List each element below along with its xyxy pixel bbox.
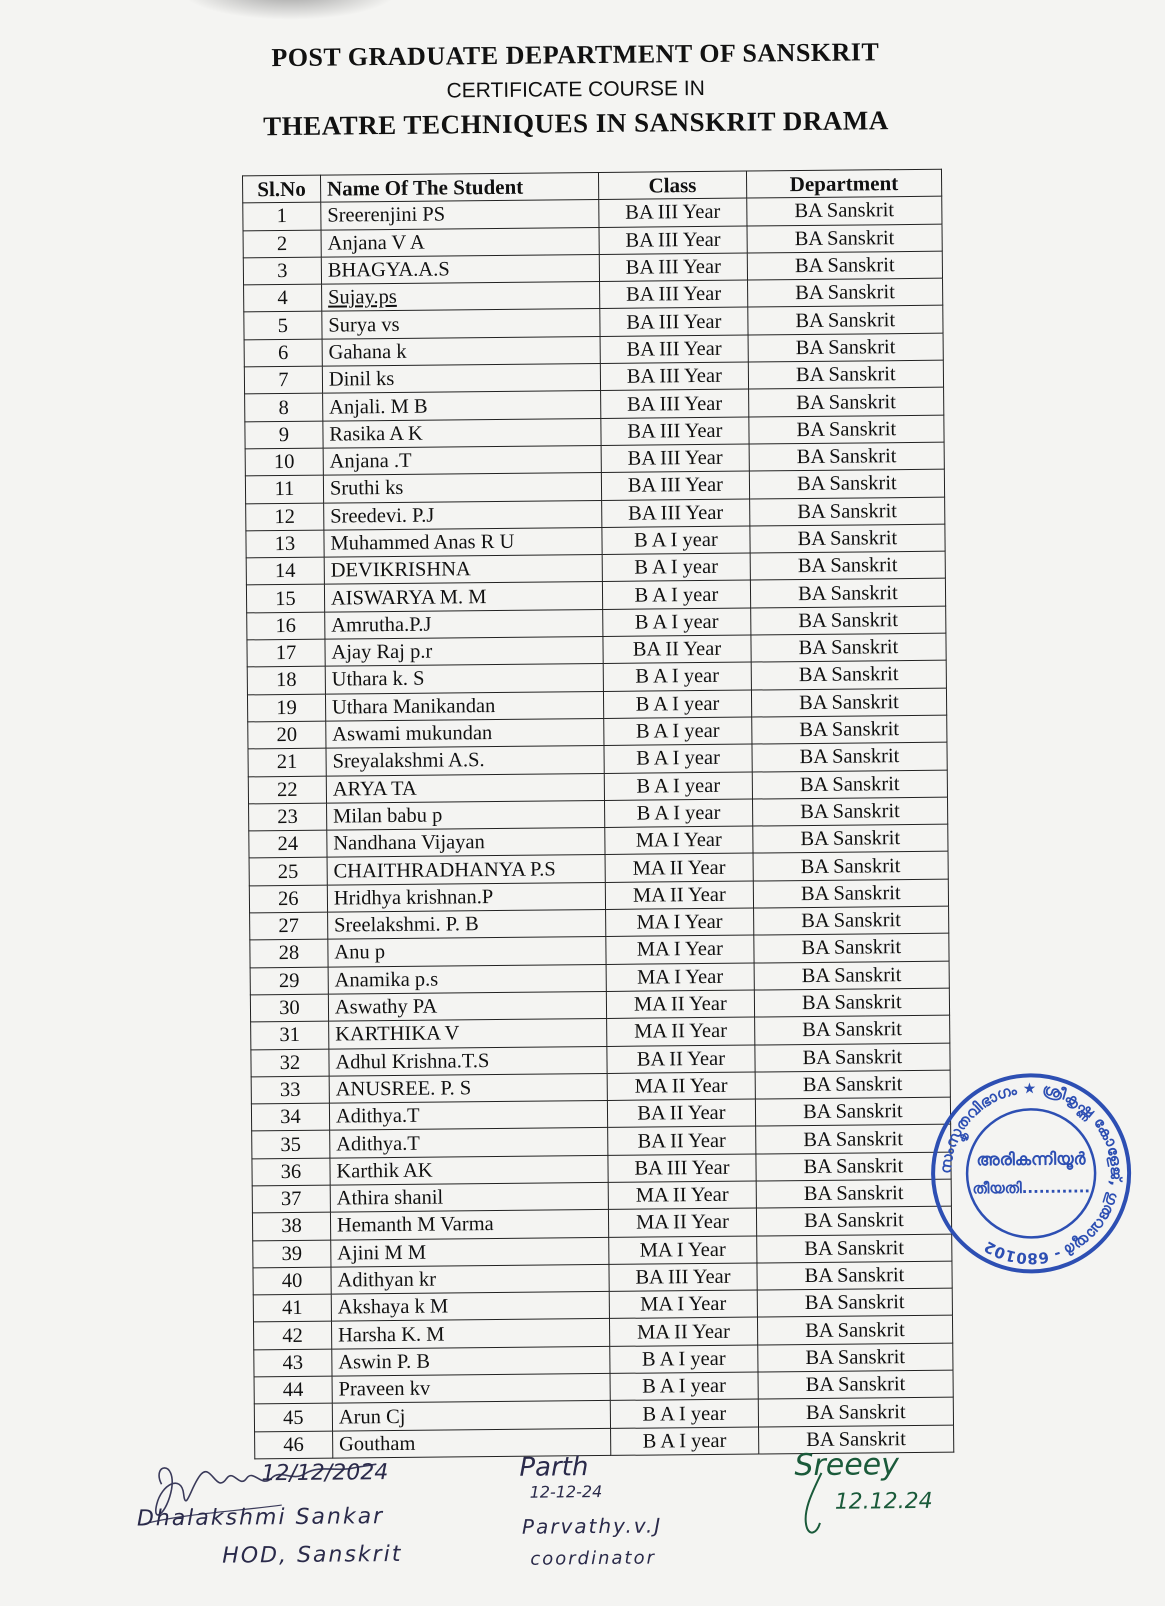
- cell-name: KARTHIKA V: [329, 1019, 607, 1049]
- cell-class: MA II Year: [607, 1072, 755, 1101]
- cell-name: Sujay.ps: [321, 282, 599, 312]
- cell-department: BA Sanskrit: [754, 961, 950, 990]
- cell-name: Hridhya krishnan.P: [327, 882, 605, 912]
- cell-department: BA Sanskrit: [758, 1425, 954, 1454]
- cell-slno: 42: [253, 1322, 331, 1350]
- cell-department: BA Sanskrit: [751, 661, 947, 690]
- cell-name: Praveen kv: [332, 1373, 610, 1403]
- cell-name: Sreelakshmi. P. B: [327, 909, 605, 939]
- cell-class: MA II Year: [608, 1208, 756, 1237]
- cell-class: BA II Year: [608, 1126, 756, 1155]
- cell-slno: 27: [250, 912, 328, 940]
- cell-class: BA III Year: [601, 389, 749, 418]
- cell-slno: 45: [254, 1403, 332, 1431]
- cell-class: BA II Year: [607, 1099, 755, 1128]
- cell-name: ARYA TA: [326, 773, 604, 803]
- cell-department: BA Sanskrit: [756, 1234, 952, 1263]
- hod-name: Dhalakshmi Sankar: [136, 1504, 385, 1532]
- cell-slno: 9: [245, 421, 323, 449]
- cell-slno: 26: [249, 885, 327, 913]
- cell-slno: 43: [254, 1349, 332, 1377]
- cell-name: Akshaya k M: [331, 1292, 609, 1322]
- cell-name: Aswami mukundan: [326, 718, 604, 748]
- cell-name: Uthara Manikandan: [325, 691, 603, 721]
- cell-class: MA I Year: [606, 963, 754, 992]
- coordinator-name: Parvathy.v.J: [521, 1513, 663, 1539]
- cell-department: BA Sanskrit: [755, 1070, 951, 1099]
- cell-name: Hemanth M Varma: [330, 1210, 608, 1240]
- cell-slno: 11: [245, 475, 323, 503]
- cell-class: MA II Year: [607, 1017, 755, 1046]
- cell-slno: 19: [247, 694, 325, 722]
- cell-name: Amrutha.P.J: [325, 609, 603, 639]
- cell-slno: 34: [251, 1103, 329, 1131]
- cell-name: Uthara k. S: [325, 664, 603, 694]
- cell-department: BA Sanskrit: [748, 306, 944, 335]
- cell-class: BA III Year: [600, 308, 748, 337]
- cell-class: MA I Year: [609, 1236, 757, 1265]
- cell-name: BHAGYA.A.S: [321, 254, 599, 284]
- cell-department: BA Sanskrit: [749, 469, 945, 498]
- cell-slno: 33: [251, 1076, 329, 1104]
- cell-slno: 31: [251, 1021, 329, 1049]
- cell-class: MA I Year: [606, 935, 754, 964]
- cell-name: Sreyalakshmi A.S.: [326, 746, 604, 776]
- cell-name: ANUSREE. P. S: [329, 1073, 607, 1103]
- course-title: THEATRE TECHNIQUES IN SANSKRIT DRAMA: [263, 105, 889, 142]
- svg-text:തീയതി............: തീയതി............: [972, 1178, 1091, 1198]
- cell-class: BA III Year: [599, 253, 747, 282]
- cell-slno: 40: [253, 1267, 331, 1295]
- cell-department: BA Sanskrit: [756, 1152, 952, 1181]
- cell-slno: 14: [246, 557, 324, 585]
- cell-department: BA Sanskrit: [755, 1097, 951, 1126]
- cell-slno: 29: [250, 967, 328, 995]
- cell-slno: 7: [244, 366, 322, 394]
- cell-class: BA III Year: [608, 1154, 756, 1183]
- cell-department: BA Sanskrit: [756, 1179, 952, 1208]
- cell-class: B A I year: [602, 581, 750, 610]
- cell-class: MA I Year: [609, 1290, 757, 1319]
- cell-class: BA III Year: [600, 280, 748, 309]
- cell-department: BA Sanskrit: [746, 196, 942, 225]
- cell-department: BA Sanskrit: [754, 933, 950, 962]
- cell-class: B A I year: [602, 526, 750, 555]
- cell-name: Sreerenjini PS: [321, 200, 599, 230]
- cell-department: BA Sanskrit: [754, 988, 950, 1017]
- cell-name: Sruthi ks: [323, 473, 601, 503]
- cell-slno: 46: [255, 1431, 333, 1459]
- cell-slno: 18: [247, 666, 325, 694]
- department-seal: [928, 1070, 1135, 1277]
- cell-department: BA Sanskrit: [747, 224, 943, 253]
- cell-name: Rasika A K: [323, 418, 601, 448]
- cell-class: BA III Year: [599, 198, 747, 227]
- third-signature: [786, 1436, 987, 1548]
- cell-class: BA III Year: [609, 1263, 757, 1292]
- cell-department: BA Sanskrit: [754, 1015, 950, 1044]
- cell-name: Goutham: [332, 1428, 610, 1458]
- cell-class: B A I year: [604, 690, 752, 719]
- cell-department: BA Sanskrit: [750, 606, 946, 635]
- cell-name: Nandhana Vijayan: [327, 828, 605, 858]
- cell-slno: 5: [244, 312, 322, 340]
- cell-slno: 22: [248, 776, 326, 804]
- cell-department: BA Sanskrit: [757, 1343, 953, 1372]
- coordinator-signature-scrawl: Parth: [519, 1452, 589, 1483]
- table-body: [243, 196, 954, 1458]
- cell-class: BA III Year: [601, 471, 749, 500]
- cell-class: B A I year: [605, 799, 753, 828]
- cell-department: BA Sanskrit: [752, 797, 948, 826]
- cell-class: MA I Year: [605, 826, 753, 855]
- cell-slno: 28: [250, 939, 328, 967]
- cell-department: BA Sanskrit: [750, 524, 946, 553]
- header-class: Class: [599, 171, 747, 200]
- cell-name: Aswathy PA: [328, 991, 606, 1021]
- coordinator-signature-date: 12-12-24: [529, 1482, 603, 1502]
- cell-slno: 24: [249, 830, 327, 858]
- cell-name: Muhammed Anas R U: [324, 527, 602, 557]
- cell-department: BA Sanskrit: [756, 1206, 952, 1235]
- cell-department: BA Sanskrit: [749, 442, 945, 471]
- cell-name: CHAITHRADHANYA P.S: [327, 855, 605, 885]
- cell-department: BA Sanskrit: [752, 770, 948, 799]
- cell-name: Adithya.T: [330, 1128, 608, 1158]
- coordinator-signature: [511, 1451, 712, 1593]
- cell-class: MA II Year: [606, 990, 754, 1019]
- cell-slno: 41: [253, 1294, 331, 1322]
- cell-class: B A I year: [610, 1372, 758, 1401]
- cell-class: B A I year: [603, 608, 751, 637]
- cell-class: B A I year: [610, 1399, 758, 1428]
- cell-slno: 38: [252, 1212, 330, 1240]
- cell-class: BA II Year: [607, 1045, 755, 1074]
- cell-class: MA II Year: [610, 1317, 758, 1346]
- cell-department: BA Sanskrit: [750, 551, 946, 580]
- cell-class: BA III Year: [600, 362, 748, 391]
- cell-department: BA Sanskrit: [753, 824, 949, 853]
- cell-name: Anjana .T: [323, 445, 601, 475]
- cell-department: BA Sanskrit: [753, 852, 949, 881]
- cell-slno: 44: [254, 1376, 332, 1404]
- cell-class: BA II Year: [603, 635, 751, 664]
- header-name: Name Of The Student: [320, 172, 598, 202]
- cell-name: Dinil ks: [322, 364, 600, 394]
- cell-class: MA II Year: [605, 881, 753, 910]
- cell-class: MA I Year: [606, 908, 754, 937]
- cell-slno: 36: [252, 1158, 330, 1186]
- student-table: [242, 169, 954, 1460]
- cell-class: MA II Year: [605, 853, 753, 882]
- cell-slno: 8: [245, 394, 323, 422]
- svg-text:സംസ്കൃതവിഭാഗം ★ ശ്രീകൃഷ്ണ കോളേ: സംസ്കൃതവിഭാഗം ★ ശ്രീകൃഷ്ണ കോളേജ്, ഗുരുവായൂർ - 680102: [936, 1079, 1126, 1268]
- cell-name: AISWARYA M. M: [324, 582, 602, 612]
- cell-slno: 12: [246, 503, 324, 531]
- cell-slno: 23: [249, 803, 327, 831]
- cell-slno: 17: [247, 639, 325, 667]
- hod-signature-date: 12/12/2024: [261, 1460, 389, 1487]
- cell-name: Harsha K. M: [331, 1319, 609, 1349]
- cell-name: Ajay Raj p.r: [325, 637, 603, 667]
- cell-slno: 39: [253, 1240, 331, 1268]
- cell-class: MA II Year: [608, 1181, 756, 1210]
- cell-slno: 15: [246, 585, 324, 613]
- cell-name: Aswin P. B: [332, 1346, 610, 1376]
- third-signature-date: 12.12.24: [834, 1488, 933, 1515]
- cell-class: BA III Year: [599, 226, 747, 255]
- cell-name: Sreedevi. P.J: [324, 500, 602, 530]
- cell-name: Anamika p.s: [328, 964, 606, 994]
- department-title: POST GRADUATE DEPARTMENT OF SANSKRIT: [271, 37, 880, 73]
- cell-slno: 10: [245, 448, 323, 476]
- cell-name: Anjali. M B: [322, 391, 600, 421]
- cell-department: BA Sanskrit: [757, 1261, 953, 1290]
- cell-class: B A I year: [604, 772, 752, 801]
- cell-department: BA Sanskrit: [748, 360, 944, 389]
- cell-department: BA Sanskrit: [749, 497, 945, 526]
- cell-class: B A I year: [610, 1345, 758, 1374]
- cell-class: B A I year: [603, 662, 751, 691]
- cell-department: BA Sanskrit: [748, 388, 944, 417]
- cell-name: Karthik AK: [330, 1155, 608, 1185]
- cell-slno: 2: [243, 230, 321, 258]
- cell-department: BA Sanskrit: [751, 715, 947, 744]
- cell-slno: 35: [252, 1131, 330, 1159]
- cell-department: BA Sanskrit: [751, 688, 947, 717]
- hod-role: HOD, Sanskrit: [222, 1541, 403, 1569]
- cell-name: Anu p: [328, 937, 606, 967]
- hod-signature: [121, 1441, 462, 1594]
- cell-slno: 32: [251, 1049, 329, 1077]
- cell-name: Surya vs: [322, 309, 600, 339]
- cell-name: Adithya.T: [329, 1101, 607, 1131]
- cell-slno: 20: [248, 721, 326, 749]
- header-department: Department: [746, 169, 942, 198]
- cell-slno: 21: [248, 748, 326, 776]
- cell-department: BA Sanskrit: [748, 333, 944, 362]
- cell-name: Ajini M M: [331, 1237, 609, 1267]
- cell-slno: 4: [244, 284, 322, 312]
- cell-slno: 3: [243, 257, 321, 285]
- third-signature-scrawl: Sreeey: [794, 1447, 900, 1484]
- cell-department: BA Sanskrit: [749, 415, 945, 444]
- cell-class: B A I year: [611, 1427, 759, 1456]
- cell-class: B A I year: [602, 553, 750, 582]
- cell-slno: 1: [243, 202, 321, 230]
- cell-department: BA Sanskrit: [752, 742, 948, 771]
- header-slno: Sl.No: [242, 175, 320, 203]
- cell-slno: 30: [250, 994, 328, 1022]
- cell-slno: 25: [249, 858, 327, 886]
- svg-text:അരികന്നിയൂർ: അരികന്നിയൂർ: [976, 1149, 1086, 1171]
- cell-department: BA Sanskrit: [755, 1125, 951, 1154]
- cell-department: BA Sanskrit: [753, 879, 949, 908]
- cell-class: B A I year: [604, 717, 752, 746]
- cell-department: BA Sanskrit: [755, 1043, 951, 1072]
- cell-class: B A I year: [604, 744, 752, 773]
- cell-department: BA Sanskrit: [747, 251, 943, 280]
- cell-name: Gahana k: [322, 336, 600, 366]
- cell-department: BA Sanskrit: [751, 633, 947, 662]
- cell-class: BA III Year: [600, 335, 748, 364]
- cell-slno: 37: [252, 1185, 330, 1213]
- cell-name: Adhul Krishna.T.S: [329, 1046, 607, 1076]
- cell-department: BA Sanskrit: [758, 1370, 954, 1399]
- cell-name: DEVIKRISHNA: [324, 555, 602, 585]
- coordinator-role: coordinator: [530, 1547, 657, 1570]
- cell-slno: 6: [244, 339, 322, 367]
- cell-slno: 13: [246, 530, 324, 558]
- cell-slno: 16: [247, 612, 325, 640]
- cell-name: Milan babu p: [326, 800, 604, 830]
- cell-department: BA Sanskrit: [750, 579, 946, 608]
- course-label: CERTIFICATE COURSE IN: [446, 76, 705, 103]
- cell-name: Athira shanil: [330, 1182, 608, 1212]
- cell-department: BA Sanskrit: [758, 1397, 954, 1426]
- cell-name: Arun Cj: [332, 1401, 610, 1431]
- cell-name: Adithyan kr: [331, 1264, 609, 1294]
- cell-department: BA Sanskrit: [747, 278, 943, 307]
- cell-department: BA Sanskrit: [757, 1316, 953, 1345]
- cell-department: BA Sanskrit: [757, 1288, 953, 1317]
- cell-class: BA III Year: [602, 499, 750, 528]
- cell-class: BA III Year: [601, 417, 749, 446]
- cell-department: BA Sanskrit: [753, 906, 949, 935]
- cell-class: BA III Year: [601, 444, 749, 473]
- cell-name: Anjana V A: [321, 227, 599, 257]
